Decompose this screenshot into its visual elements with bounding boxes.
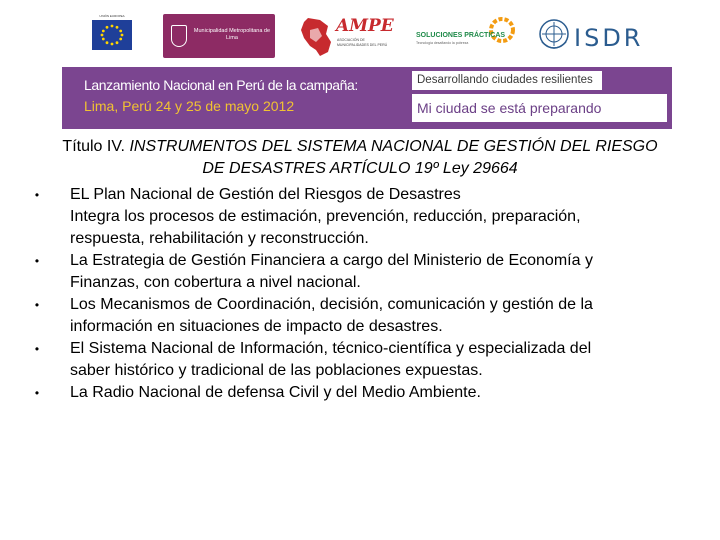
- isdr-word: ISDR: [574, 24, 644, 52]
- list-item: [22, 294, 712, 338]
- slide-heading: [22, 136, 698, 180]
- eu-flag-icon: [92, 20, 132, 50]
- heading-title-2: DE DESASTRES ARTÍCULO 19º Ley 29664: [202, 160, 518, 177]
- list-item-line: EL Plan Nacional de Gestión del Riesgos de Desastres: [70, 186, 461, 203]
- eu-caption: UNIÓN EUROPEA: [99, 14, 125, 18]
- list-item-line: La Estrategia de Gestión Financiera a cargo del Ministerio de Economía y: [70, 252, 593, 269]
- list-item-line: Los Mecanismos de Coordinación, decisión, comunicación y gestión de la: [70, 296, 593, 313]
- bullet-icon: •: [34, 386, 40, 400]
- logo-strip: [0, 0, 720, 66]
- ampe-logo: [298, 12, 394, 60]
- isdr-logo: [538, 18, 650, 58]
- list-item-line: respuesta, rehabilitación y reconstrucción.: [70, 230, 369, 247]
- soluciones-circle-icon: [488, 16, 516, 44]
- list-item-line: Finanzas, con cobertura a nivel nacional.: [70, 274, 361, 291]
- bullet-icon: •: [34, 342, 40, 356]
- banner-date: Lima, Perú 24 y 25 de mayo 2012: [84, 98, 295, 114]
- ampe-subtitle: ASOCIACIÓN DE MUNICIPALIDADES DEL PERÚ: [337, 38, 388, 47]
- list-item-line: saber histórico y tradicional de las poblaciones expuestas.: [70, 362, 483, 379]
- lima-shield-icon: [171, 25, 187, 47]
- ampe-title: AMPE: [336, 16, 394, 36]
- campaign-banner: [62, 67, 672, 129]
- heading-title-1: INSTRUMENTOS DEL SISTEMA NACIONAL DE GESTIÓN DEL RIESGO: [129, 138, 658, 155]
- lima-logo-text: Municipalidad Metropolitana de Lima: [193, 28, 271, 41]
- bullet-icon: •: [34, 254, 40, 268]
- banner-campaign-name: Desarrollando ciudades resilientes: [412, 71, 602, 90]
- soluciones-title: SOLUCIONES PRÁCTICAS: [416, 32, 506, 39]
- peru-map-icon: [298, 16, 334, 58]
- list-item-line: El Sistema Nacional de Información, técnico-científica y especializada del: [70, 340, 592, 357]
- list-item: [22, 382, 712, 404]
- bullet-icon: •: [34, 298, 40, 312]
- bullet-icon: •: [34, 188, 40, 202]
- list-item-line: La Radio Nacional de defensa Civil y del Medio Ambiente.: [70, 384, 481, 401]
- lima-logo: [163, 14, 275, 58]
- eu-logo: [86, 14, 138, 58]
- un-emblem-icon: [538, 18, 570, 50]
- banner-campaign-slogan: Mi ciudad se está preparando: [412, 94, 667, 122]
- list-item: [22, 250, 712, 294]
- soluciones-practicas-logo: [414, 14, 522, 56]
- list-item: [22, 184, 712, 250]
- heading-line-1: [22, 136, 698, 158]
- heading-label: Título IV.: [62, 138, 125, 155]
- list-item: [22, 338, 712, 382]
- soluciones-subtitle: Tecnología desafiando la pobreza: [416, 41, 469, 45]
- list-item-line: información en situaciones de impacto de desastres.: [70, 318, 443, 335]
- list-item-line: Integra los procesos de estimación, prevención, reducción, preparación,: [70, 208, 581, 225]
- banner-title: Lanzamiento Nacional en Perú de la campaña:: [84, 77, 358, 93]
- instrument-list: [22, 184, 712, 404]
